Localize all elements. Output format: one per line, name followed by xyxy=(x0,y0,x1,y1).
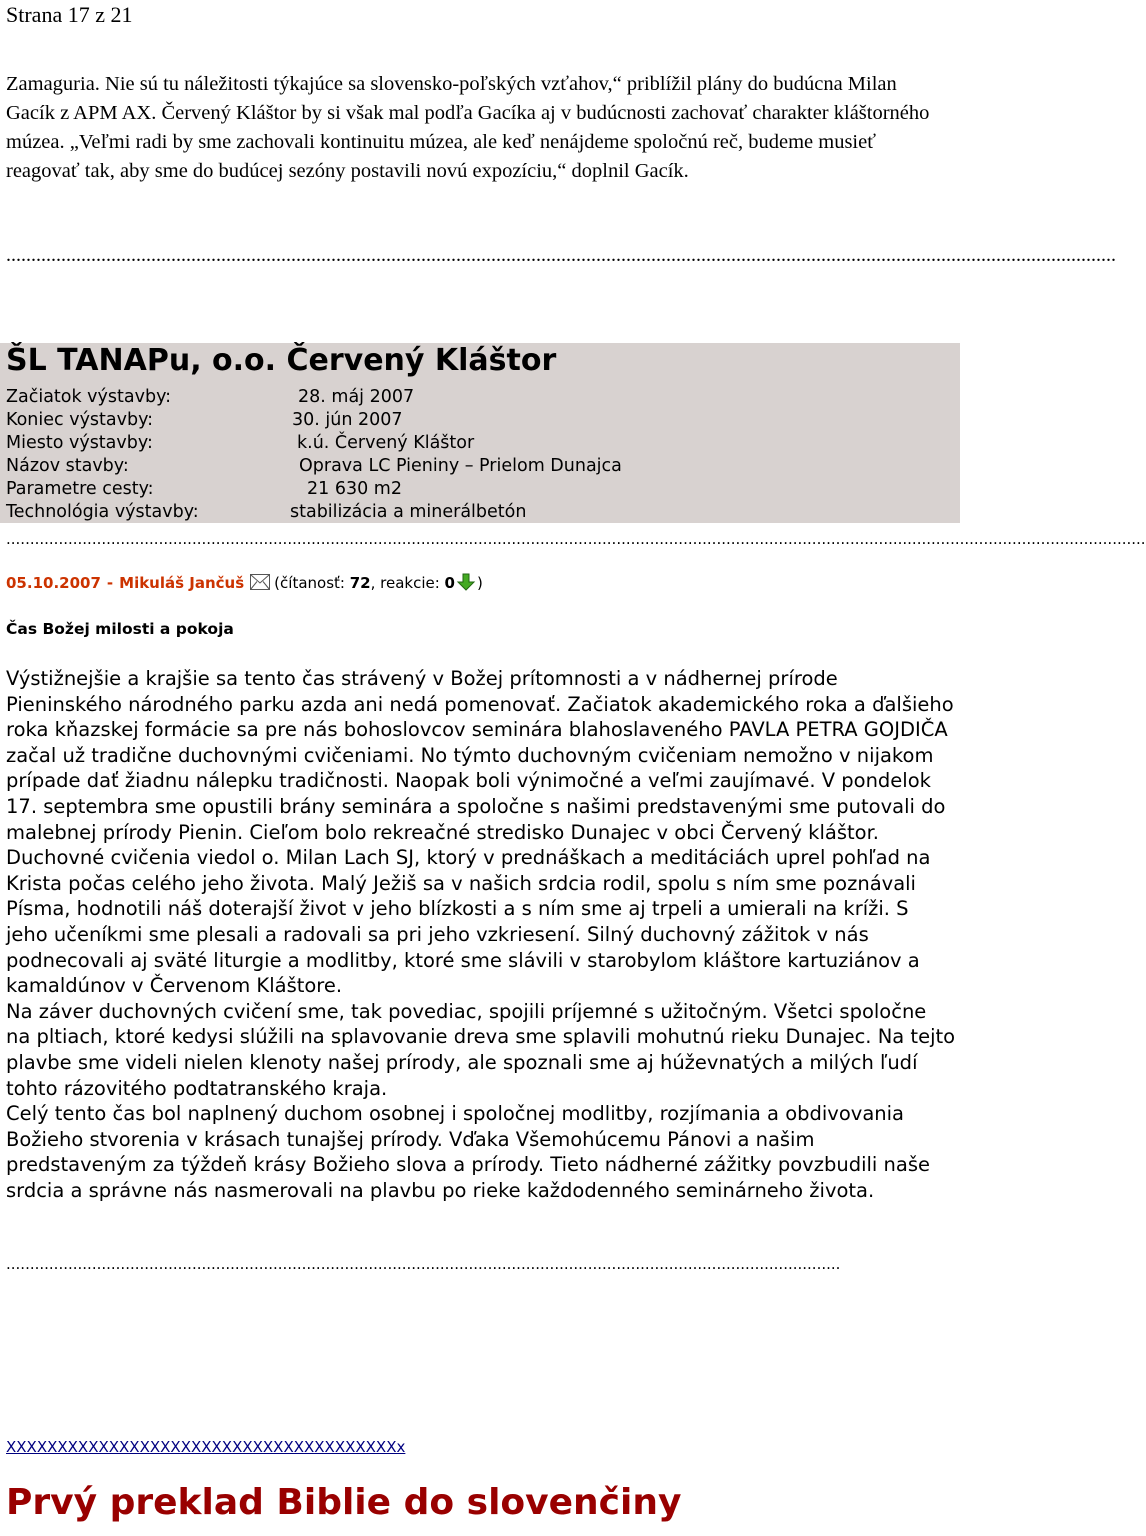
article-paragraph: Celý tento čas bol naplnený duchom osobnej i spoločnej modlitby, rozjímania a obdivovania Božieho stvorenia v krásach tunajšej prírody. Vďaka Všemohúcemu Pánovi a našim predstaveným za týždeň krásy Božieho slova a prírody. Tieto nádherné zážitky povzbudili naše srdcia a správne nás nasmerovali na plavbu po rieke každodenného seminárneho života. xyxy=(6,1102,930,1202)
meta-dash: - xyxy=(106,574,114,592)
article-paragraph: Výstižnejšie a krajšie sa tento čas strávený v Božej prítomnosti a v nádhernej prírode Pieninského národného parku azda ani nedá pomenovať. Začiatok akademického roka a ďalšieho roka kňazskej formácie sa pre nás bohoslovcov seminára blahoslaveného PAVLA PETRA GOJDIČA začal už tradične duchovnými cvičeniami. No týmto duchovným cvičeniam nemožno v nijakom prípade dať žiadnu nálepku tradičnosti. Naopak boli výnimočné a veľmi zaujímavé. V pondelok 17. septembra sme opustili brány seminára a spoločne s našimi predstavenými sme putovali do malebnej prírody Pienin. Cieľom bolo rekreačné stredisko Dunajec v obci Červený kláštor. xyxy=(6,667,954,844)
spec-label: Technológia výstavby: xyxy=(6,502,199,522)
spec-label: Miesto výstavby: xyxy=(6,433,153,453)
spec-label: Začiatok výstavby: xyxy=(6,387,172,407)
panel-title: ŠL TANAPu, o.o. Červený Kláštor xyxy=(6,343,557,378)
article-meta xyxy=(6,573,483,595)
spec-value: k.ú. Červený Kláštor xyxy=(297,433,475,453)
intro-paragraph: Zamaguria. Nie sú tu náležitosti týkajúce sa slovensko-poľských vzťahov,“ priblížil plány do budúcna Milan Gacík z APM AX. Červený Kláštor by si však mal podľa Gacíka aj v budúcnosti zachovať charakter kláštorného múzea. „Veľmi radi by sme zachovali kontinuitu múzea, ale keď nenájdeme spoločnú reč, budeme musieť reagovať tak, aby sme do budúcej sezóny postavili novú expozíciu,“ doplnil Gacík. xyxy=(6,73,930,182)
spec-label: Názov stavby: xyxy=(6,456,129,476)
envelope-icon[interactable] xyxy=(250,574,270,594)
spec-value: 21 630 m2 xyxy=(307,479,402,499)
dotted-separator-bottom: ............................................................................................................................................................................... xyxy=(6,1255,841,1273)
spec-value: 28. máj 2007 xyxy=(298,387,415,407)
article-body xyxy=(6,666,956,1203)
separator-link[interactable]: XXXXXXXXXXXXXXXXXXXXXXXXXXXXXXXXXXXXXXx xyxy=(6,1438,406,1456)
article-title: Čas Božej milosti a pokoja xyxy=(6,620,234,638)
article-paragraph: Duchovné cvičenia viedol o. Milan Lach SJ, ktorý v prednáškach a meditáciách uprel pohľad na Krista počas celého jeho života. Malý Ježiš sa v našich srdcia rodil, spolu s ním sme poznávali Písma, hodnotili náš doterajší život v jeho blízkosti a s ním sme aj trpeli a umierali na kríži. S jeho učeníkmi sme plesali a radovali sa pri jeho vzkriesení. Silný duchovný zážitok v nás podnecovali aj sväté liturgie a modlitby, ktoré sme slávili v starobylom kláštore kartuziánov a kamaldúnov v Červenom Kláštore. xyxy=(6,846,931,998)
article-date: 05.10.2007 xyxy=(6,574,101,592)
readership-count: 72 xyxy=(349,574,371,592)
arrow-down-icon[interactable] xyxy=(457,573,475,595)
dotted-separator-top: .............................................................................................................................................................................................................................. xyxy=(6,244,1116,266)
article-paragraph: Na záver duchovných cvičení sme, tak povediac, spojili príjemné s užitočným. Všetci spoločne na pltiach, ktoré kedysi slúžili na splavovanie dreva sme splavili mohutnú rieku Dunajec. Na tejto plavbe sme videli nielen klenoty našej prírody, ale spoznali sme aj húževnatých a milých ľudí tohto rázovitého podtatranského kraja. xyxy=(6,999,956,1100)
readership-label: (čítanosť: xyxy=(274,574,350,592)
spec-label: Parametre cesty: xyxy=(6,479,154,499)
construction-info-panel xyxy=(0,343,960,523)
page-number-header: Strana 17 z 21 xyxy=(6,2,133,27)
author-link[interactable]: Mikuláš Jančuš xyxy=(119,574,245,592)
dotted-separator-mid: ............................................................................................................................................................................................................................................... xyxy=(6,530,1146,548)
reactions-label: , reakcie: xyxy=(370,574,445,592)
spec-value: stabilizácia a minerálbetón xyxy=(290,502,527,522)
spec-label: Koniec výstavby: xyxy=(6,410,154,430)
meta-close: ) xyxy=(476,574,483,592)
reactions-count: 0 xyxy=(444,574,455,592)
section-heading: Prvý preklad Biblie do slovenčiny xyxy=(6,1482,682,1523)
spec-value: Oprava LC Pieniny – Prielom Dunajca xyxy=(299,456,622,476)
spec-value: 30. jún 2007 xyxy=(292,410,403,430)
